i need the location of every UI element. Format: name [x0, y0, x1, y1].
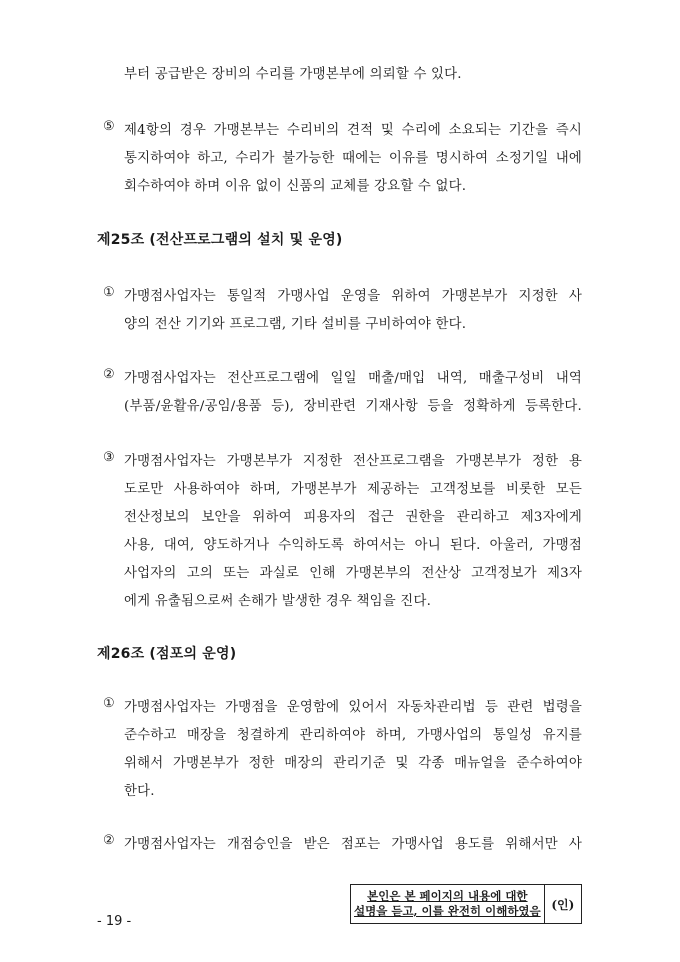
- paragraph-line: 사용, 대여, 양도하거나 수익하도록 하여서는 아니 된다. 아울러, 가맹점: [124, 538, 582, 553]
- paragraph-line: 회수하여야 하며 이유 없이 신품의 교체를 강요할 수 없다.: [124, 179, 467, 194]
- article-heading: 제25조 (전산프로그램의 설치 및 운영): [97, 232, 343, 248]
- paragraph-number: ①: [103, 285, 115, 300]
- confirmation-box: [350, 884, 582, 924]
- paragraph-line: 통지하여야 하고, 수리가 불가능한 때에는 이유를 명시하여 소정기일 내에: [124, 151, 582, 166]
- paragraph-line: 가맹점사업자는 전산프로그램에 일일 매출/매입 내역, 매출구성비 내역: [124, 371, 582, 386]
- confirmation-line: 본인은 본 페이지의 내용에 대한: [367, 889, 528, 903]
- paragraph-line: (부품/윤활유/공임/용품 등), 장비관련 기재사항 등을 정확하게 등록한다.: [124, 399, 582, 414]
- paragraph-number: ①: [103, 696, 115, 711]
- confirmation-line: 설명을 듣고, 이를 완전히 이해하였음: [354, 904, 541, 918]
- paragraph-number: ③: [103, 450, 115, 465]
- paragraph-number: ⑤: [103, 119, 115, 134]
- paragraph-line: 위해서 가맹본부가 정한 매장의 관리기준 및 각종 매뉴얼을 준수하여야: [124, 756, 582, 771]
- paragraph-line: 에게 유출됨으로써 손해가 발생한 경우 책임을 진다.: [124, 594, 432, 609]
- paragraph-line: 가맹점사업자는 가맹점을 운영함에 있어서 자동차관리법 등 관련 법령을: [124, 700, 582, 715]
- paragraph-line: 사업자의 고의 또는 과실로 인해 가맹본부의 전산상 고객정보가 제3자: [124, 566, 582, 581]
- continuation-line: 부터 공급받은 장비의 수리를 가맹본부에 의뢰할 수 있다.: [124, 67, 462, 82]
- paragraph-line: 한다.: [124, 784, 155, 799]
- paragraph-line: 가맹점사업자는 통일적 가맹사업 운영을 위하여 가맹본부가 지정한 사: [124, 289, 582, 304]
- confirmation-statement: [351, 885, 545, 923]
- seal-field[interactable]: (인): [551, 897, 575, 912]
- paragraph-line: 도로만 사용하여야 하며, 가맹본부가 제공하는 고객정보를 비롯한 모든: [124, 482, 582, 497]
- paragraph-number: ②: [103, 833, 115, 848]
- paragraph-line: 가맹점사업자는 가맹본부가 지정한 전산프로그램을 가맹본부가 정한 용: [124, 454, 582, 469]
- paragraph-line: 가맹점사업자는 개점승인을 받은 점포는 가맹사업 용도를 위해서만 사: [124, 837, 582, 852]
- article-heading: 제26조 (점포의 운영): [97, 646, 237, 662]
- paragraph-number: ②: [103, 367, 115, 382]
- paragraph-line: 양의 전산 기기와 프로그램, 기타 설비를 구비하여야 한다.: [124, 317, 467, 332]
- paragraph-line: 준수하고 매장을 청결하게 관리하여야 하며, 가맹사업의 통일성 유지를: [124, 728, 582, 743]
- paragraph-line: 제4항의 경우 가맹본부는 수리비의 견적 및 수리에 소요되는 기간을 즉시: [124, 123, 582, 138]
- page-number: - 19 -: [97, 914, 132, 929]
- paragraph-line: 전산정보의 보안을 위하여 피용자의 접근 권한을 관리하고 제3자에게: [124, 510, 582, 525]
